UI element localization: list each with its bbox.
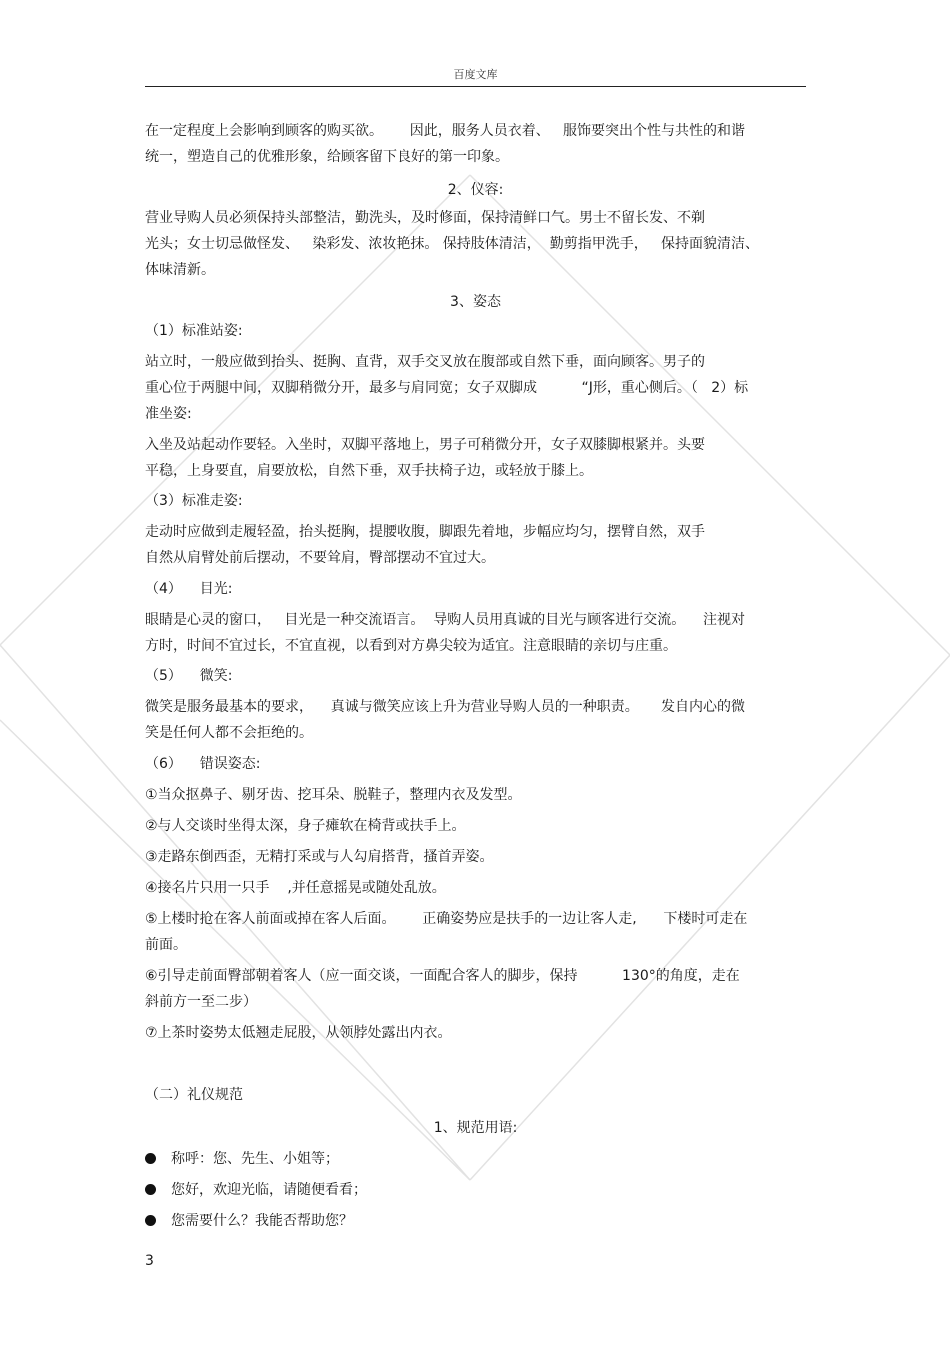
bullet-item: 您需要什么？我能否帮助您？ xyxy=(171,1213,353,1229)
bullet-icon xyxy=(145,1153,156,1164)
list-item: ②与人交谈时坐得太深，身子瘫软在椅背或扶手上。 xyxy=(145,818,466,834)
subheading: （3）标准走姿: xyxy=(145,493,243,509)
list-item: ⑥引导走前面臀部朝着客人（应一面交谈，一面配合客人的脚步，保持 130°的角度，走在 xyxy=(145,968,740,984)
header-title: 百度文库 xyxy=(453,68,498,81)
paragraph-line: 在一定程度上会影响到顾客的购买欲。 因此，服务人员衣着、 服饰要突出个性与共性的和谐 xyxy=(145,123,746,139)
list-item: ⑦上茶时姿势太低翘走屁股，从领脖处露出内衣。 xyxy=(145,1025,452,1041)
list-item: ⑤上楼时抢在客人前面或掉在客人后面。 正确姿势应是扶手的一边让客人走, 下楼时可走在 xyxy=(145,911,748,927)
page-number: 3 xyxy=(145,1253,154,1269)
paragraph-line: 微笑是服务最基本的要求， 真诚与微笑应该上升为营业导购人员的一种职责。 发自内心的微 xyxy=(145,699,746,715)
paragraph-line: 笑是任何人都不会拒绝的。 xyxy=(145,725,313,741)
paragraph-line: 入坐及站起动作要轻。入坐时，双脚平落地上，男子可稍微分开，女子双膝脚根紧并。头要 xyxy=(145,437,705,453)
paragraph-line: 平稳，上身要直，肩要放松，自然下垂，双手扶椅子边，或轻放于膝上。 xyxy=(145,463,593,479)
paragraph-line: 光头；女士切忌做怪发、 染彩发、浓妆艳抹。 保持肢体清洁， 勤剪指甲洗手， 保持面貌清洁、 xyxy=(145,236,760,252)
paragraph-line: 体味清新。 xyxy=(145,262,215,278)
subheading: （4） 目光: xyxy=(145,581,233,597)
paragraph-line: 眼睛是心灵的窗口， 目光是一种交流语言。 导购人员用真诚的目光与顾客进行交流。 注视对 xyxy=(145,612,746,628)
subheading: （1）标准站姿: xyxy=(145,323,243,339)
bullet-item: 称呼：您、先生、小姐等； xyxy=(171,1151,339,1167)
paragraph-line: 重心位于两腿中间，双脚稍微分开，最多与肩同宽；女子双脚成 “J形，重心侧后。（ 2）标 xyxy=(145,380,749,396)
subheading: （5） 微笑: xyxy=(145,668,233,684)
section-heading: 2、仪容: xyxy=(447,182,504,198)
paragraph-line: 走动时应做到走履轻盈，抬头挺胸，提腰收腹，脚跟先着地，步幅应均匀，摆臂自然，双手 xyxy=(145,524,705,540)
list-item: ①当众抠鼻子、剔牙齿、挖耳朵、脱鞋子，整理内衣及发型。 xyxy=(145,787,522,803)
list-item: ④接名片只用一只手 ,并任意摇晃或随处乱放。 xyxy=(145,880,446,896)
list-item: 前面。 xyxy=(145,937,187,953)
subheading: （6） 错误姿态: xyxy=(145,756,261,772)
paragraph-line: 自然从肩臂处前后摆动，不要耸肩，臀部摆动不宜过大。 xyxy=(145,550,495,566)
bullet-icon xyxy=(145,1215,156,1226)
paragraph-line: 站立时，一般应做到抬头、挺胸、直背，双手交叉放在腹部或自然下垂，面向顾客。男子的 xyxy=(145,354,705,370)
bullet-item: 您好，欢迎光临，请随便看看； xyxy=(171,1182,367,1198)
header-divider xyxy=(145,86,806,87)
list-item: 斜前方一至二步） xyxy=(145,994,257,1010)
section-heading: 3、姿态 xyxy=(450,294,501,310)
bullet-icon xyxy=(145,1184,156,1195)
subheading: （二）礼仪规范 xyxy=(145,1087,243,1103)
paragraph-line: 营业导购人员必须保持头部整洁，勤洗头，及时修面，保持清鲜口气。男士不留长发、不剃 xyxy=(145,210,705,226)
paragraph-line: 方时，时间不宜过长，不宜直视，以看到对方鼻尖较为适宜。注意眼睛的亲切与庄重。 xyxy=(145,638,677,654)
section-heading: 1、规范用语: xyxy=(433,1120,518,1136)
list-item: ③走路东倒西歪，无精打采或与人勾肩搭背，搔首弄姿。 xyxy=(145,849,494,865)
paragraph-line: 统一，塑造自己的优雅形象，给顾客留下良好的第一印象。 xyxy=(145,149,509,165)
paragraph-line: 准坐姿: xyxy=(145,406,192,422)
